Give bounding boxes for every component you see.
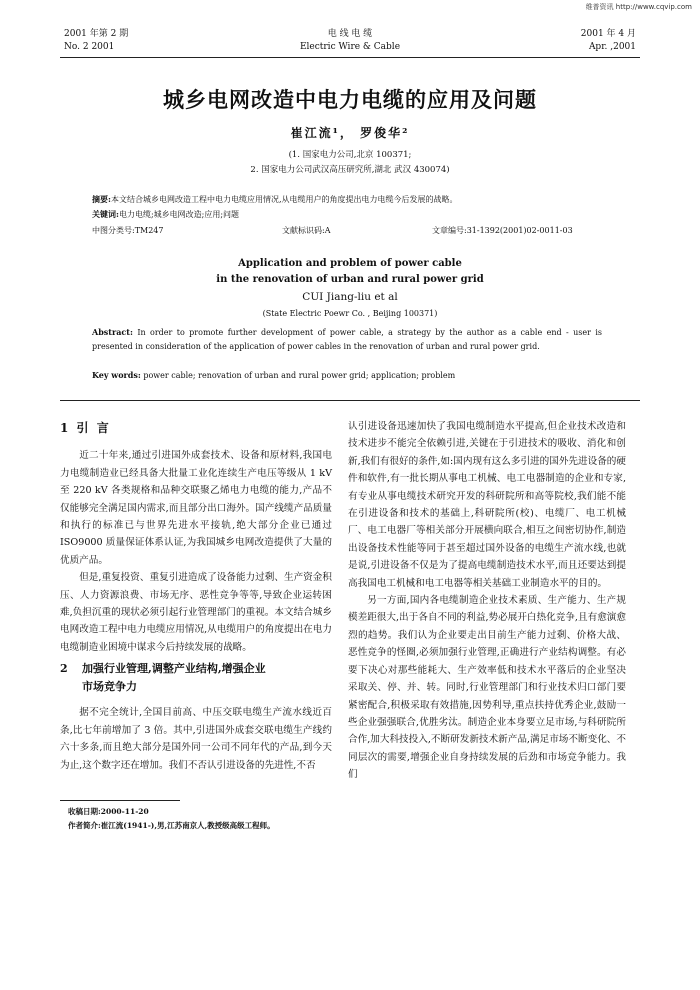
authors-cn: 崔江流¹， 罗俊华² [290,126,410,140]
journal-name-cn: 电 线 电 缆 [327,29,373,39]
right-column-paragraph: 认引进设备迅速加快了我国电缆制造水平提高,但企业技术改造和技术进步不能完全依赖引进,关键在于引进技术的吸收、消化和创新,我们有很好的条件,如:国内现有这么多引进的国外先进设备的硬件和软件,有一批长期从事电工机械、电工电器制造的企业和专家,有专业从事电缆技术研究开发的科研院所和高等院校,我们能不能在引进设备和技术的基础上,科研院所(校)、电缆厂、电工机械厂、电工电器厂等相关部分开展横向联合,相互之间密切协作,制造出设备技术性能等同于甚至超过国外设备的电缆生产流水线,也就是说,引进设备不仅是为了提高电缆制造技术水平,而且还要达到提高我国电工机械和电工电器等相关基础工业制造水平的目的。 [348,421,626,589]
received-date: 收稿日期:2000-11-20 [68,807,149,816]
affiliation-1: (1. 国家电力公司,北京 100371; [288,150,412,160]
issue-cn: 2001 年第 2 期 [64,29,129,39]
article-number: 文章编号:31-1392(2001)02-0011-03 [432,226,573,235]
journal-name-en: Electric Wire & Cable [299,42,401,52]
section-2-heading-line2: 市场竞争力 [82,680,137,694]
section-2-heading [60,660,332,696]
affiliation-2: 2. 国家电力公司武汉高压研究所,湖北 武汉 430074) [250,165,450,175]
paper-title-cn: 城乡电网改造中电力电缆的应用及问题 [163,87,537,112]
keywords-en-label: Key words: [92,370,141,380]
paper-title-en-line1: Application and problem of power cable [238,258,462,269]
footnote-rule [60,800,180,801]
journal-date [581,28,636,54]
paper-title-en-line2: in the renovation of urban and rural power grid [216,274,484,285]
abstract-en-label: Abstract: [92,327,133,337]
section-1-paragraph: 近二十年来,通过引进国外成套技术、设备和原材料,我国电力电缆制造业已经具备大批量工业化连续生产电压等级从 1 kV 至 220 kV 各类规格和品种交联聚乙烯电力电缆的能力,产品不仅能够完全满足国内需求,而且部分出口海外。国产线缆产品质量和执行的标准已与世界先进水平接轨,绝大部分企业已通过 ISO9000 质量保证体系认证,为我国城乡电网改造提供了大量的优质产品。 [60,450,332,566]
classification-row [92,224,632,238]
keywords-cn [92,207,632,222]
keywords-en [92,368,612,383]
section-2-number: 2 [60,662,68,676]
author-en: CUI Jiang-liu et al [302,291,398,303]
abstract-en-text: In order to promote further development of power cable, a strategy by the author as a cable end - user is presented in consideration of the application of power cables in the renovation of urban and rural power grid. [92,328,602,351]
affiliation-en: (State Electric Poewr Co. , Beijing 100371) [262,309,438,318]
section-2-paragraph: 据不完全统计,全国目前高、中压交联电缆生产流水线近百条,比七年前增加了 3 倍。其中,引进国外成套交联电缆生产线约六十多条,而且绝大部分是国外同一公司不同年代的产品,到今天为止,这个数字还在增加。我们不否认引进设备的先进性,不否 [60,707,332,771]
author-biography: 作者简介:崔江流(1941-),男,江苏南京人,教授级高级工程师。 [68,821,275,830]
clc-number: 中图分类号:TM247 [92,226,164,235]
abstract-cn-text: 本文结合城乡电网改造工程中电力电缆应用情况,从电缆用户的角度提出电力电缆今后发展的战略。 [110,195,458,204]
header-rule [60,57,640,58]
keywords-cn-text: 电力电缆;城乡电网改造;应用;问题 [118,210,240,219]
date-cn: 2001 年 4 月 [580,29,636,39]
right-column [348,418,626,784]
section-2-heading-line1: 加强行业管理,调整产业结构,增强企业 [82,662,266,676]
keywords-cn-label: 关键词: [92,209,119,219]
date-en: Apr. ,2001 [588,42,636,52]
abstract-divider [60,400,640,401]
section-1-paragraph: 但是,重复投资、重复引进造成了设备能力过剩、生产资金积压、人力资源浪费、市场无序、恶性竞争等等,导致企业运转困难,负担沉重的现状必须引起行业管理部门的重视。本文结合城乡电网改造工程中电力电缆应用情况,从电缆用户的角度提出在电力电缆制造业困境中谋求今后持续发展的战略。 [60,572,332,653]
right-column-paragraph: 另一方面,国内各电缆制造企业技术素质、生产能力、生产规模差距很大,出于各自不同的利益,势必展开白热化竞争,且有愈演愈烈的趋势。我们认为企业要走出目前生产能力过剩、价格大战、恶性竞争的怪圈,必须加强行业管理,正确进行产业结构调整。有必要下决心对那些能耗大、生产效率低和技术水平落后的企业坚决采取关、停、并、转。同时,行业管理部门和行业技术归口部门要紧密配合,积极采取有效措施,因势利导,重点扶持优秀企业,鼓励一些企业强强联合,优胜劣汰。制造企业本身要立足市场,与科研院所合作,加大科技投入,不断研发新技术新产品,满足市场不断变化、不同层次的需要,增强企业自身持续发展的后劲和市场竞争能力。我们 [348,595,626,781]
left-column [60,420,332,774]
document-code: 文献标识码:A [282,226,331,235]
issue-en: No. 2 2001 [64,42,115,52]
abstract-cn-label: 摘要: [92,194,111,204]
section-1-heading: 1 引 言 [60,421,111,435]
keywords-en-text: power cable; renovation of urban and rural power grid; application; problem [140,371,456,380]
journal-name [250,28,450,54]
watermark: 维普资讯 http://www.cqvip.com [585,3,692,11]
journal-issue [64,28,128,54]
abstract-en [92,325,602,354]
abstract-cn [92,192,632,207]
